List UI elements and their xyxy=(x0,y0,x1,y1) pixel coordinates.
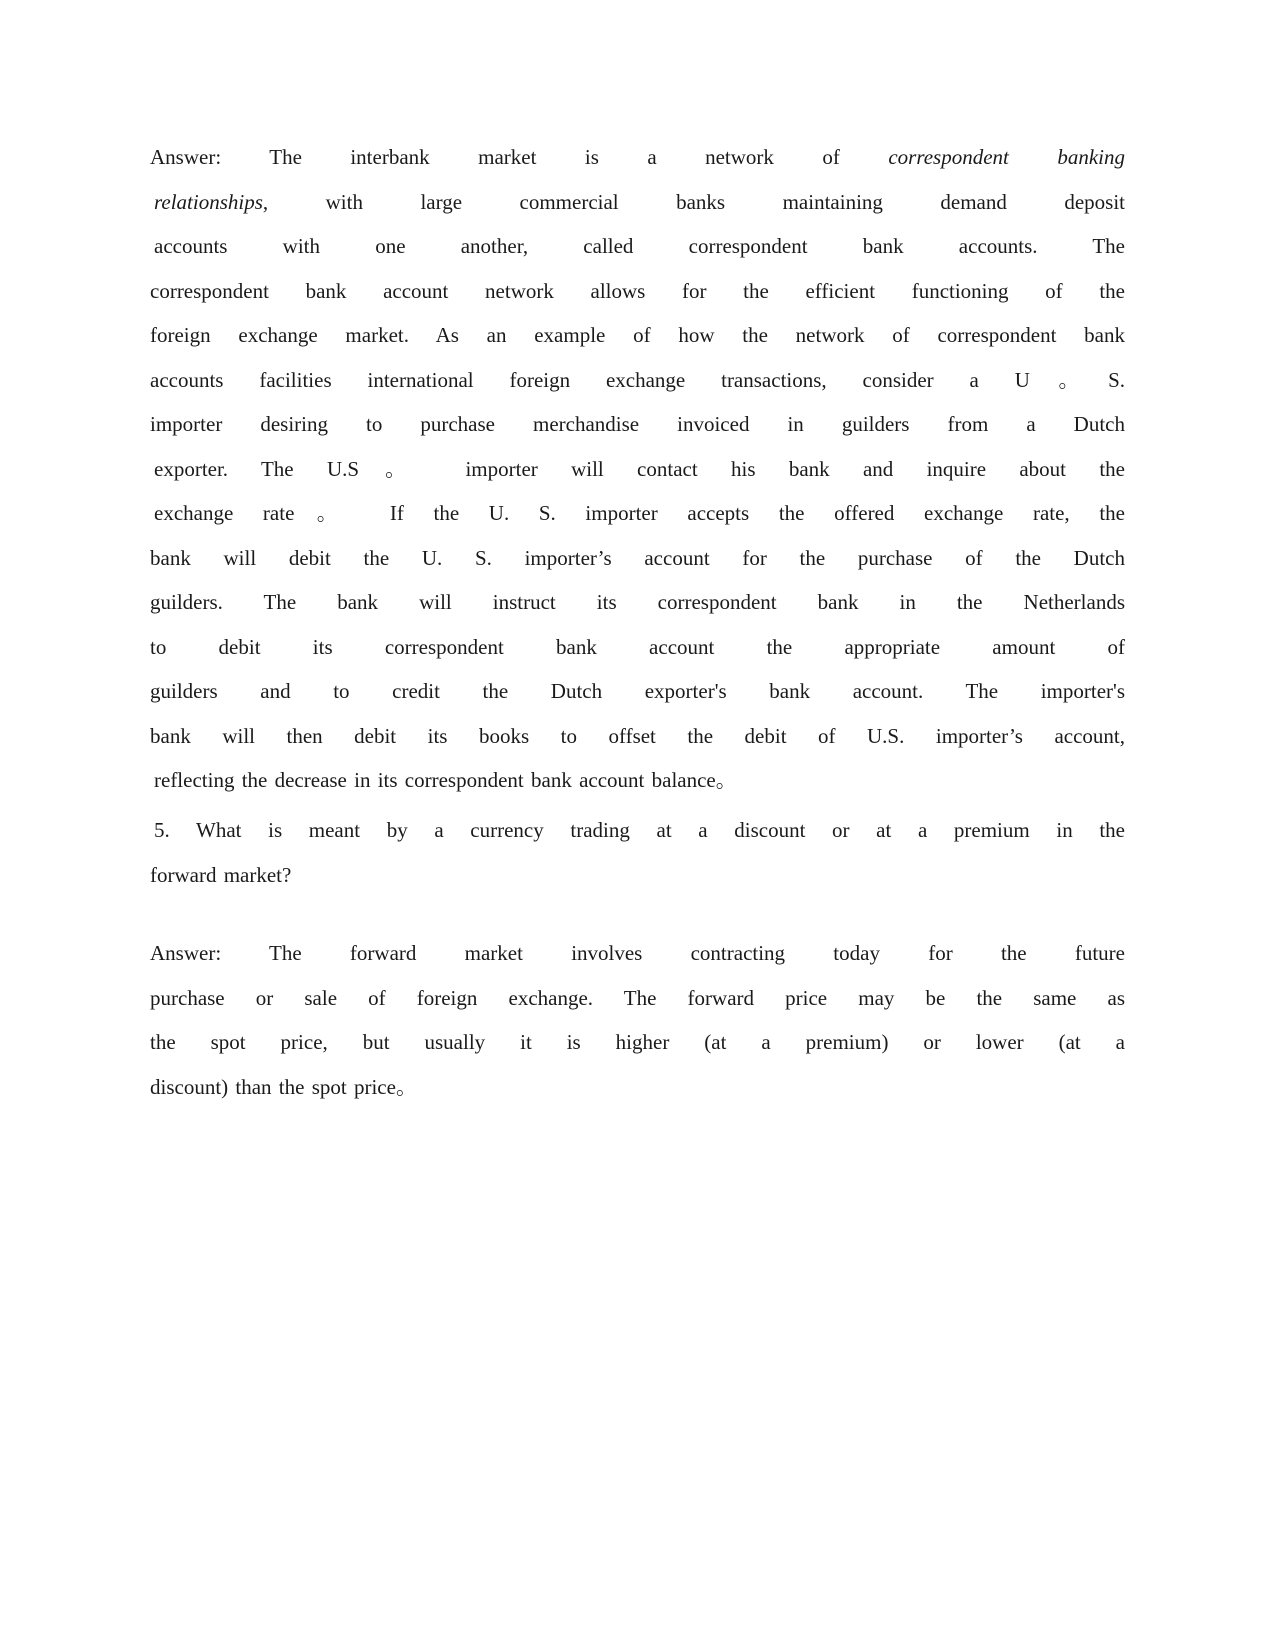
answer-5-line-1: Answer: The forward market involves contracting today for the future xyxy=(150,941,1125,965)
answer-1-line-5: foreign exchange market. As an example of how the network of correspondent bank xyxy=(150,323,1125,347)
emphasis-term: relationships xyxy=(154,189,263,214)
answer-1-line-7: importer desiring to purchase merchandise invoiced in guilders from a Dutch xyxy=(150,412,1125,436)
answer-1-line-11: guilders. The bank will instruct its correspondent bank in the Netherlands xyxy=(150,590,1125,614)
question-5-paragraph xyxy=(150,808,1125,897)
answer-1-line-2: relationships, with large commercial banks maintaining demand deposit xyxy=(154,189,1125,214)
answer-1-line-10: bank will debit the U. S. importer’s account for the purchase of the Dutch xyxy=(150,545,1125,570)
answer-1-line-15: reflecting the decrease in its correspondent bank account balance。 xyxy=(154,768,737,792)
answer-1-line-1: Answer: The interbank market is a network of correspondent banking xyxy=(150,145,1125,169)
answer-1-line-13: guilders and to credit the Dutch exporter's bank account. The importer's xyxy=(150,679,1125,703)
question-5-line-2: forward market? xyxy=(150,862,292,887)
answer-1-line-12: to debit its correspondent bank account the appropriate amount of xyxy=(150,634,1125,659)
answer-1-paragraph xyxy=(150,135,1125,803)
answer-label: Answer: xyxy=(150,145,222,169)
answer-5-line-3: the spot price, but usually it is higher (at a premium) or lower (at a xyxy=(150,1030,1125,1054)
answer-1-line-14: bank will then debit its books to offset the debit of U.S. importer’s account, xyxy=(150,723,1125,748)
answer-5-line-2: purchase or sale of foreign exchange. The forward price may be the same as xyxy=(150,985,1125,1010)
answer-1-line-6: accounts facilities international foreign exchange transactions, consider a U。S. xyxy=(150,367,1125,392)
answer-1-line-3: accounts with one another, called correspondent bank accounts. The xyxy=(154,234,1125,258)
answer-1-line-8: exporter. The U.S。 importer will contact his bank and inquire about the xyxy=(154,456,1125,481)
answer-5-line-4: discount) than the spot price。 xyxy=(150,1074,417,1099)
answer-1-line-9: exchange rate。 If the U. S. importer accepts the offered exchange rate, the xyxy=(154,501,1125,525)
emphasis-term: correspondent banking xyxy=(888,145,1125,169)
answer-5-paragraph xyxy=(150,931,1125,1109)
question-5-line-1: 5. What is meant by a currency trading at a discount or at a premium in the xyxy=(154,818,1125,842)
answer-1-line-4: correspondent bank account network allows for the efficient functioning of the xyxy=(150,278,1125,303)
